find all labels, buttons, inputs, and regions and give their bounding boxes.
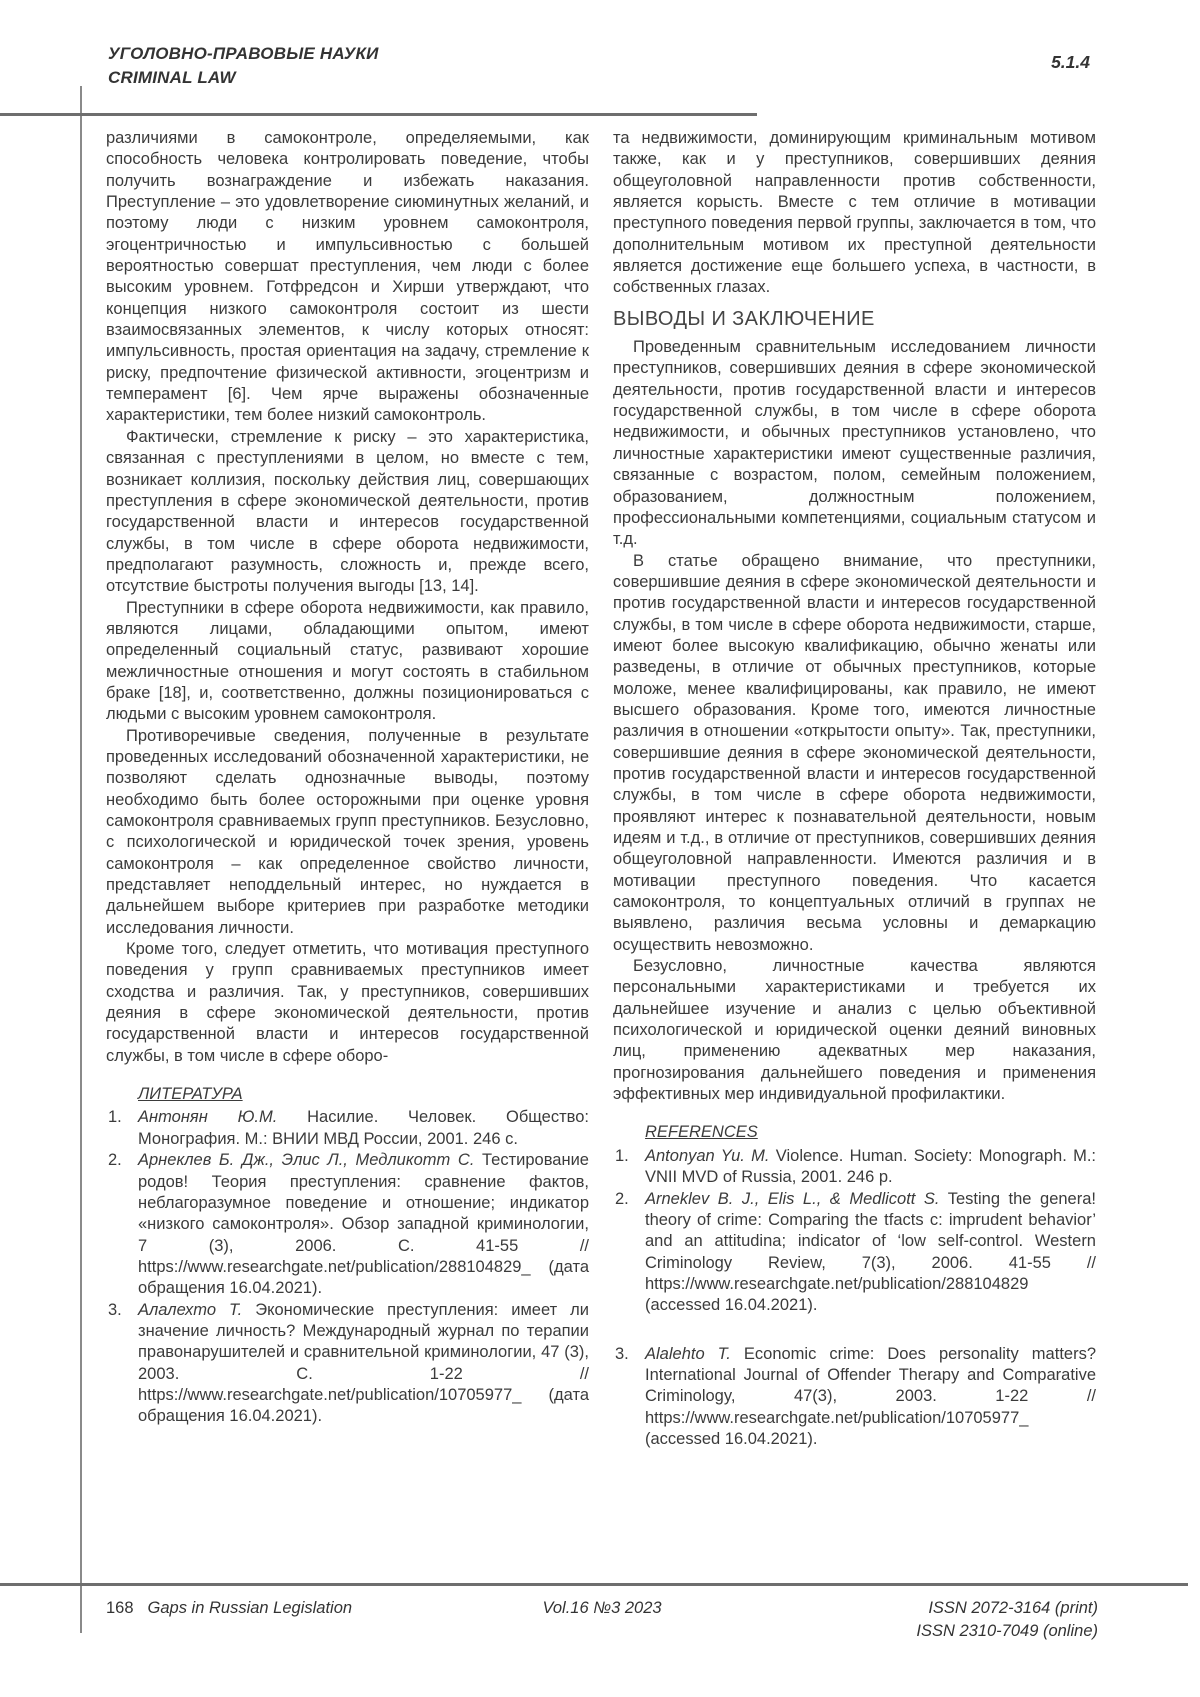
item-number: 1. bbox=[108, 1108, 122, 1127]
right-column bbox=[613, 128, 1096, 1450]
literature-list bbox=[106, 1107, 589, 1427]
reference-item bbox=[613, 1344, 1096, 1451]
footer-left bbox=[106, 1597, 446, 1643]
literature-item bbox=[106, 1107, 589, 1150]
header-title-ru: УГОЛОВНО-ПРАВОВЫЕ НАУКИ bbox=[108, 44, 379, 63]
literature-heading: ЛИТЕРАТУРА bbox=[138, 1085, 243, 1104]
item-authors: Antonyan Yu. M. bbox=[645, 1146, 770, 1165]
literature-item bbox=[106, 1150, 589, 1299]
item-text: Violence. Human. Society: Monograph. M.: VNII MVD of Russia, 2001. 246 p. bbox=[645, 1146, 1096, 1187]
item-text: Тестирование родов! Теория преступления: сравнение фактов, неблагоразумное поведение и отношение; индикатор «низкого самоконтроля». Обзор западной криминологии, 7 (3), 2006. С. 41-55 // https://www.researchgate.net/publication/288104829_ (дата обращения 16.04.2021). bbox=[138, 1151, 589, 1298]
page-header bbox=[108, 42, 379, 90]
paragraph: Безусловно, личностные качества являются персональными характеристиками и требуется их дальнейшее изучение и анализ с целью объективной психологической и юридической оценки деяний виновных лиц, применению адекватных мер наказания, прогнозирования дальнейшего поведения и применения эффективных мер индивидуальной профилактики. bbox=[613, 957, 1096, 1104]
issn-print: ISSN 2072-3164 (print) bbox=[928, 1599, 1098, 1617]
item-number: 2. bbox=[615, 1189, 629, 1208]
article-body bbox=[106, 128, 1096, 1450]
reference-item bbox=[613, 1189, 1096, 1317]
journal-title: Gaps in Russian Legislation bbox=[147, 1599, 353, 1617]
paragraph: различиями в самоконтроле, определяемыми, как способность человека контролировать поведение, чтобы получить вознаграждение и избежать наказания. Преступление – это удовлетворение сиюминутных желаний, и поэтому люди с низким уровнем самоконтроля, эгоцентричностью и импульсивностью с большей вероятностью совершат преступления, чем люди с более высоким уровнем. Готфредсон и Хирши утверждают, что концепция низкого самоконтроля состоит из шести взаимосвязанных элементов, к числу которых относят: импульсивность, простая ориентация на задачу, стремление к риску, предпочтение физической активности, эгоцентризм и темперамент [6]. Чем ярче выражены обозначенные характеристики, тем более низкий самоконтроль. bbox=[106, 129, 589, 425]
paragraph: та недвижимости, доминирующим криминальным мотивом также, как и у преступников, совершивших деяния общеуголовной направленности против собственности, является корысть. Вместе с тем отличие в мотивации преступного поведения первой группы, заключается в том, что дополнительным мотивом их преступной деятельности является достижение еще большего успеха, в частности, в собственных глазах. bbox=[613, 129, 1096, 297]
item-number: 1. bbox=[615, 1146, 629, 1165]
item-authors: Alalehto T. bbox=[645, 1344, 731, 1363]
paragraph: Кроме того, следует отметить, что мотивация преступного поведения у групп сравниваемых преступников имеет сходства и различия. Так, у преступников, совершивших деяния в сфере экономической деятельности, против государственной власти и интересов государственной службы, в том числе в сфере оборо- bbox=[106, 940, 589, 1065]
item-authors: Антонян Ю.М. bbox=[138, 1108, 278, 1127]
item-text: Testing the genera! theory of crime: Comparing the tfacts c: imprudent behavior’ and an attitudina; indicator of ‘low self-control. Western Criminology Review, 7(3), 2006. 41-55 // https://www.researchgate.net/publication/288104829 (accessed 16.04.2021). bbox=[645, 1189, 1096, 1315]
item-number: 2. bbox=[108, 1151, 122, 1170]
left-margin-rule bbox=[80, 86, 82, 1633]
item-text: Экономические преступления: имеет ли значение личность? Международный журнал по терапии правонарушителей и сравнительной криминологии, 47 (3), 2003. С. 1-22 // https://www.researchgate.net/publication/10705977_ (дата обращения 16.04.2021). bbox=[138, 1300, 589, 1426]
item-authors: Арнеклев Б. Дж., Элис Л., Медликотт С. bbox=[138, 1151, 475, 1170]
reference-item bbox=[613, 1146, 1096, 1189]
page-number: 168 bbox=[106, 1599, 134, 1617]
paragraph: Фактически, стремление к риску – это характеристика, связанная с преступлениями в целом, но вместе с тем, возникает коллизия, поскольку действия лиц, совершающих преступления в сфере экономической деятельности, против государственной власти и интересов государственной службы, в том числе в сфере оборота недвижимости, предполагают разумность, сложность и, прежде всего, отсутствие быстроты получения выгоды [13, 14]. bbox=[106, 427, 589, 596]
header-divider-rule bbox=[0, 113, 757, 116]
left-column bbox=[106, 128, 589, 1450]
item-number: 3. bbox=[615, 1344, 629, 1363]
section-number: 5.1.4 bbox=[1051, 52, 1090, 72]
volume-info: Vol.16 №3 2023 bbox=[542, 1599, 662, 1617]
item-authors: Arneklev B. J., Elis L., & Medlicott S. bbox=[645, 1189, 940, 1208]
item-authors: Алалехто Т. bbox=[138, 1300, 243, 1319]
paragraph: Преступники в сфере оборота недвижимости, как правило, являются лицами, обладающими опытом, имеют определенный социальный статус, развивают хорошие межличностные отношения и могут состоять в стабильном браке [18], и, соответственно, должны позиционироваться с людьми с высоким уровнем самоконтроля. bbox=[106, 598, 589, 724]
paragraph: В статье обращено внимание, что преступники, совершившие деяния в сфере экономической деятельности и против государственной власти и интересов государственной службы, в том числе в сфере оборота недвижимости, старше, имеют более высокую квалификацию, обычно женаты или разведены, в отличие от обычных преступников, которые моложе, менее квалифицированы, как правило, не имеют высшего образования. Кроме того, имеются личностные различия в отношении «открытости опыту». Так, преступники, совершившие деяния в сфере экономической деятельности, против государственной власти и интересов государственной службы, в том числе в сфере оборота недвижимости, проявляют интерес к познавательной деятельности, новым идеям и т.д., в отличие от преступников, совершивших деяния общеуголовной направленности. Имеются различия и в мотивации преступного поведения. Что касается самоконтроля, то концептуальных отличий в группах не выявлено, различия весьма условны и демаркацию осуществить невозможно. bbox=[613, 551, 1096, 954]
header-title-en: CRIMINAL LAW bbox=[108, 68, 236, 87]
item-text: Насилие. Человек. Общество: Монография. М.: ВНИИ МВД России, 2001. 246 с. bbox=[138, 1108, 590, 1148]
paragraph: Проведенным сравнительным исследованием личности преступников, совершивших деяния в сфере экономической деятельности, против государственной власти и интересов государственной службы, в том числе в сфере оборота недвижимости, и обычных преступников установлено, что личностные характеристики имеют существенные различия, связанные с возрастом, полом, семейным положением, образованием, должностным положением, профессиональными компетенциями, социальным статусом и т.д. bbox=[613, 338, 1096, 549]
literature-item bbox=[106, 1300, 589, 1428]
references-list bbox=[613, 1146, 1096, 1450]
footer-right bbox=[758, 1597, 1098, 1643]
item-number: 3. bbox=[108, 1300, 122, 1319]
page-footer bbox=[106, 1597, 1098, 1643]
item-text: Economic crime: Does personality matters? International Journal of Offender Therapy and Comparative Criminology, 47(3), 2003. 1-22 // https://www.researchgate.net/publication/10705977_ (accessed 16.04.2021). bbox=[645, 1344, 1096, 1448]
footer-divider-rule bbox=[0, 1583, 1188, 1586]
references-heading: REFERENCES bbox=[645, 1123, 758, 1142]
paragraph: Противоречивые сведения, полученные в результате проведенных исследований обозначенной характеристики, не позволяют сделать однозначные выводы, поэтому необходимо быть более осторожными при оценке уровня самоконтроля сравниваемых групп преступников. Безусловно, с психологической и юридической точек зрения, уровень самоконтроля – как определенное свойство личности, представляет неподдельный интерес, но нуждается в дальнейшем выборе критериев при разработке методики исследования личности. bbox=[106, 726, 589, 937]
issn-online: ISSN 2310-7049 (online) bbox=[916, 1622, 1098, 1640]
conclusions-heading: ВЫВОДЫ И ЗАКЛЮЧЕНИЕ bbox=[613, 307, 875, 330]
